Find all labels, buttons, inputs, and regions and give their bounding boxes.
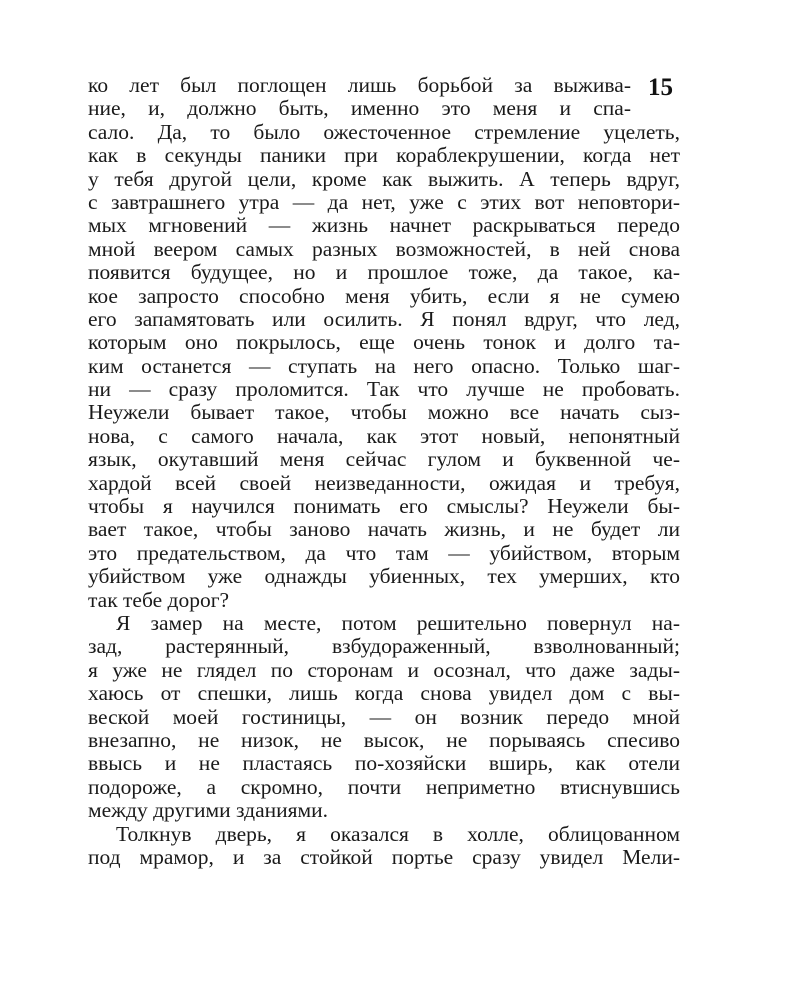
text-line: мной веером самых разных возможностей, в ней снова xyxy=(88,236,680,261)
paragraph xyxy=(88,74,680,612)
text-line: чтобы я научился понимать его смыслы? Неужели бы- xyxy=(88,494,680,519)
text-line: зад, растерянный, взбудораженный, взволнованный; xyxy=(88,634,680,659)
text-line: под мрамор, и за стойкой портье сразу увидел Мели- xyxy=(88,844,680,869)
text-line: мых мгновений — жизнь начнет раскрываться передо xyxy=(88,213,680,238)
text-line: я уже не глядел по сторонам и осознал, что даже зады- xyxy=(88,657,680,682)
text-line: сало. Да, то было ожесточенное стремление уцелеть, xyxy=(88,119,680,144)
paragraph xyxy=(88,612,680,823)
text-line: подороже, а скромно, почти неприметно втиснувшись xyxy=(88,774,680,799)
text-line: внезапно, не низок, не высок, не порываясь спесиво xyxy=(88,727,680,752)
text-line: которым оно покрылось, еще очень тонок и долго та- xyxy=(88,330,680,355)
text-line: нова, с самого начала, как этот новый, непонятный xyxy=(88,423,680,448)
body-text xyxy=(88,74,680,869)
text-line: Толкнув дверь, я оказался в холле, облицованном xyxy=(116,821,680,846)
text-line: язык, окутавший меня сейчас гулом и буквенной че- xyxy=(88,447,680,472)
text-line: кое запросто способно меня убить, если я не сумею xyxy=(88,283,680,308)
text-line: убийством уже однажды убиенных, тех умерших, кто xyxy=(88,564,680,589)
text-line: это предательством, да что там — убийством, вторым xyxy=(88,540,680,565)
text-line: Я замер на месте, потом решительно повернул на- xyxy=(116,610,680,635)
text-line: хаюсь от спешки, лишь когда снова увидел дом с вы- xyxy=(88,681,680,706)
text-line: появится будущее, но и прошлое тоже, да такое, ка- xyxy=(88,260,680,285)
text-line: как в секунды паники при кораблекрушении, когда нет xyxy=(88,143,680,168)
text-line: вает такое, чтобы заново начать жизнь, и не будет ли xyxy=(88,517,680,542)
text-line: ким останется — ступать на него опасно. Только шаг- xyxy=(88,353,680,378)
text-line: ко лет был поглощен лишь борьбой за выжива- xyxy=(88,73,631,97)
page-number: 15 xyxy=(648,74,673,101)
paragraph xyxy=(88,823,680,870)
text-line: ввысь и не пластаясь по-хозяйски вширь, как отели xyxy=(88,751,680,776)
text-line: хардой всей своей неизведанности, ожидая и требуя, xyxy=(88,470,680,495)
text-line: у тебя другой цели, кроме как выжить. А теперь вдруг, xyxy=(88,166,680,191)
text-line: его запамятовать или осилить. Я понял вдруг, что лед, xyxy=(88,306,680,331)
text-line: веской моей гостиницы, — он возник передо мной xyxy=(88,704,680,729)
text-line: ние, и, должно быть, именно это меня и спа- xyxy=(88,96,631,121)
text-line: Неужели бывает такое, чтобы можно все начать сыз- xyxy=(88,400,680,425)
text-line: с завтрашнего утра — да нет, уже с этих вот неповтори- xyxy=(88,189,680,214)
text-line: между другими зданиями. xyxy=(88,798,329,823)
text-line: так тебе дорог? xyxy=(88,587,230,612)
text-line: ни — сразу проломится. Так что лучше не пробовать. xyxy=(88,377,680,402)
